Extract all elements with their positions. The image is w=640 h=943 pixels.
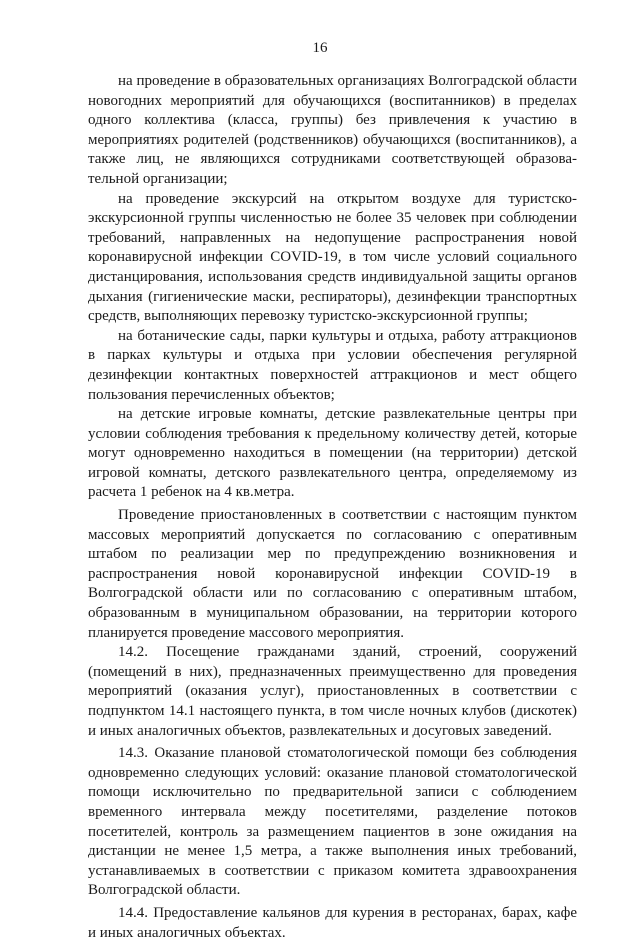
paragraph-14-3: 14.3. Оказание плановой стоматологической помощи без соблюдения одновременно следующих условий: оказание плановой стоматологической помощи исключительно по предварительной записи с соблюдением временного интервала между посетителями, разделение потоков посетителей, контроль за размещением пациентов в зоне ожидания на дистанции не менее 1,5 метра, а также выполнения иных требований, устанавливаемых в соответствии с приказом комитета здравоохранения Волгоградской области. xyxy=(88,745,577,899)
paragraph-kids-play-rooms: на детские игровые комнаты, детские развлекательные центры при условии соблюдения требования к предельному количеству детей, которые могут одновременно находиться в помещении (на территории) детской игровой комнаты, детского развлекательного центра, определяемому из расчета 1 ребенок на 4 кв.метра. xyxy=(88,406,577,501)
page-number: 16 xyxy=(312,40,328,56)
paragraph-14-4: 14.4. Предоставление кальянов для курения в ресторанах, барах, кафе и иных аналогичных объектах. xyxy=(88,904,577,941)
paragraph-botanical-gardens: на ботанические сады, парки культуры и отдыха, работу аттракционов в парках культуры и отдыха при условии обеспечения регулярной дезинфекции контактных поверхностей аттракционов и мест общего пользования перечисленных объектов; xyxy=(88,327,577,403)
paragraph-14-2: 14.2. Посещение гражданами зданий, строений, сооружений (помещений в них), предназначенных преимущественно для проведения мероприятий (оказания услуг), приостановленных в соответствии с подпунктом 14.1 настоящего пункта, в том числе ночных клубов (дискотек) и иных аналогичных объектов, развлекательных и досуговых заведений. xyxy=(88,644,577,739)
paragraph-excursions: на проведение экскурсий на открытом воздухе для туристско-экскурсионной группы численностью не более 35 человек при соблюдении требований, направленных на недопущение распространения новой коронавирусной инфекции COVID-19, в том числе условий социального дистанцирования, использования средств индивидуальной защиты органов дыхания (гигиенические маски, респираторы), дезинфекции транспортных средств, выполняющих перевозку туристско-экскурсионной группы; xyxy=(88,190,577,325)
paragraph-new-year-events: на проведение в образовательных организациях Волгоградской области новогодних мероприятий для обучающихся (воспитанников) в пределах одного коллектива (класса, группы) без привлечения к участию в мероприятиях родителей (родственников) обучающихся (воспитанников), а также лиц, не являющихся сотрудниками соответствующей образовательной организации; xyxy=(88,73,577,187)
paragraph-mass-events-approval: Проведение приостановленных в соответствии с настоящим пунктом массовых мероприятий допускается по согласованию с оперативным штабом по реализации мер по предупреждению возникновения и распространения новой коронавирусной инфекции COVID-19 в Волгоградской области или по согласованию с оперативным штабом, образованным в муниципальном образовании, на территории которого планируется проведение массового мероприятия. xyxy=(88,507,577,641)
document-body xyxy=(88,72,577,943)
